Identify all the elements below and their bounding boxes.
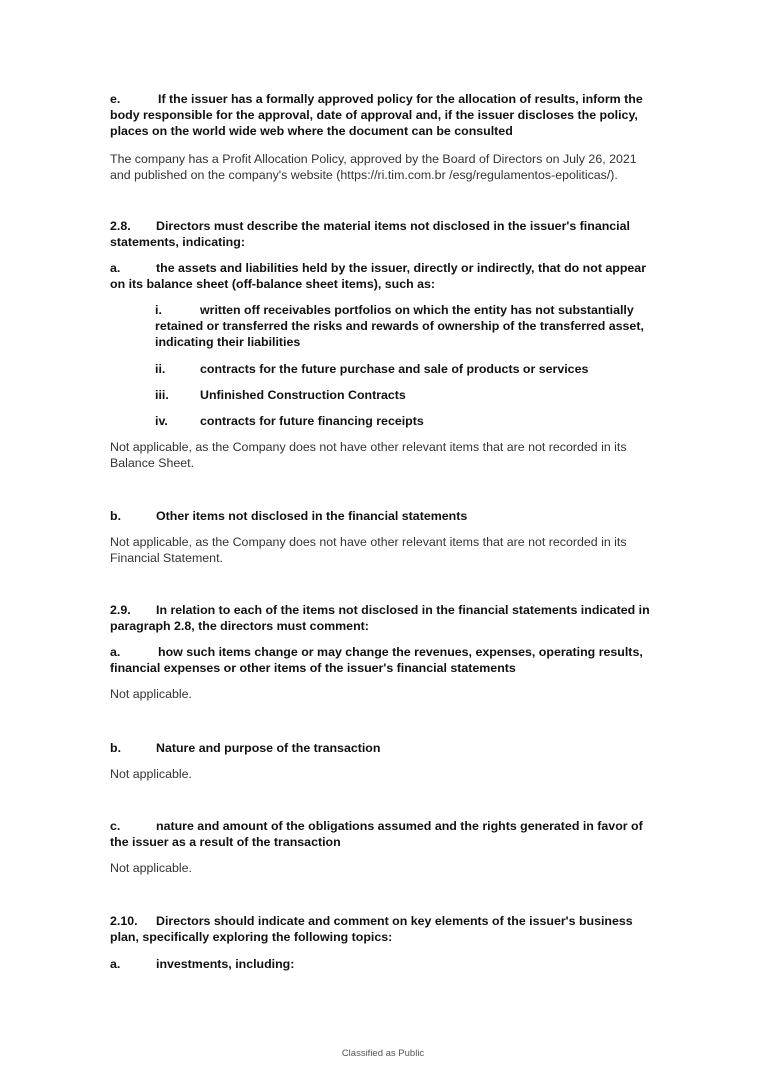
section-2-10-label: 2.10. [110,914,138,928]
section-2-8-item-b-label: b. [110,509,122,523]
section-2-8-item-a-text: the assets and liabilities held by the issuer, directly or indirectly, that do not appear on its balance sheet (off-balance sheet items), such as: [110,261,647,291]
section-2-9-answer-b: Not applicable. [110,767,192,781]
section-2-8-label: 2.8. [110,219,131,233]
section-2-9-item-c [110,818,658,850]
section-2-9-item-a-text: how such items change or may change the revenues, expenses, operating results, financial expenses or other items of the issuer's financial statements [110,645,643,675]
section-2-9-item-c-label: c. [110,819,121,833]
section-2-9-item-b [110,740,658,756]
sub-item-iv [155,413,658,429]
sub-item-iv-text: contracts for future financing receipts [200,414,424,428]
section-2-8-item-b-text: Other items not disclosed in the financial statements [156,509,468,523]
section-e-answer: The company has a Profit Allocation Policy, approved by the Board of Directors on July 26, 2021 and published on the company's website (https://ri.tim.com.br /esg/regulamentos-epoliticas/). [110,152,637,182]
section-e-label: e. [110,92,121,106]
section-2-8-item-b [110,508,658,524]
sub-item-ii-text: contracts for the future purchase and sale of products or services [200,362,589,376]
section-2-8-item-a [110,260,658,292]
section-2-9-heading-text: In relation to each of the items not disclosed in the financial statements indicated in paragraph 2.8, the directors must comment: [110,603,650,633]
section-2-9-item-a-label: a. [110,645,121,659]
sub-item-iii-text: Unfinished Construction Contracts [200,388,406,402]
section-2-10-heading-text: Directors should indicate and comment on key elements of the issuer's business plan, specifically exploring the following topics: [110,914,633,944]
sub-item-i-text: written off receivables portfolios on which the entity has not substantially retained or transferred the risks and rewards of ownership of the transferred asset, indicating their liabilities [155,303,644,349]
section-e-heading-text: If the issuer has a formally approved policy for the allocation of results, inform the body responsible for the approval, date of approval and, if the issuer discloses the policy, places on the world wide web where the document can be consulted [110,92,643,138]
sub-item-ii-label: ii. [155,362,166,376]
sub-item-iii-label: iii. [155,388,169,402]
section-2-9-item-b-text: Nature and purpose of the transaction [156,741,381,755]
section-2-10-item-a [110,956,658,972]
section-2-8-heading-text: Directors must describe the material items not disclosed in the issuer's financial statements, indicating: [110,219,630,249]
section-2-10-item-a-label: a. [110,957,121,971]
section-2-9-answer-a: Not applicable. [110,687,192,701]
section-2-9-heading [110,602,658,634]
section-2-9-item-a [110,644,658,676]
sub-item-iii [155,387,658,403]
section-2-9-item-c-text: nature and amount of the obligations assumed and the rights generated in favor of the issuer as a result of the transaction [110,819,643,849]
sub-item-i-label: i. [155,303,162,317]
classification-footer: Classified as Public [341,1048,425,1059]
sub-item-i [155,302,658,350]
section-2-10-heading [110,913,658,945]
section-2-9-label: 2.9. [110,603,131,617]
section-2-9-item-b-label: b. [110,741,122,755]
section-2-8-heading [110,218,658,250]
section-2-9-answer-c: Not applicable. [110,861,192,875]
section-2-8-answer-b: Not applicable, as the Company does not have other relevant items that are not recorded in its Financial Statement. [110,535,627,565]
sub-item-iv-label: iv. [155,414,168,428]
section-2-8-item-a-label: a. [110,261,121,275]
section-2-8-answer-a: Not applicable, as the Company does not have other relevant items that are not recorded in its Balance Sheet. [110,440,627,470]
sub-item-ii [155,361,658,377]
section-2-10-item-a-text: investments, including: [156,957,295,971]
section-e-heading [110,91,658,139]
